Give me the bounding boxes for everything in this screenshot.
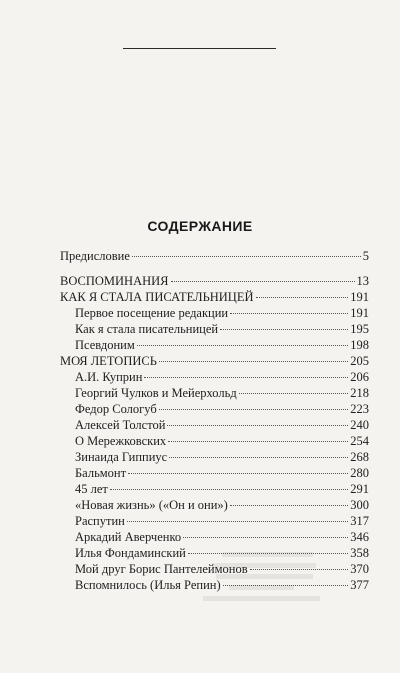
toc-entry-label: Вспомнилось (Илья Репин) <box>75 578 221 592</box>
toc-entry-label: «Новая жизнь» («Он и они») <box>75 498 228 512</box>
toc-entry-page: 205 <box>350 354 369 368</box>
dot-leader <box>128 473 348 474</box>
toc-entry-page: 5 <box>362 249 369 263</box>
dot-leader <box>167 425 348 426</box>
toc-entry <box>60 449 369 465</box>
toc-entry-label: Как я стала писательницей <box>75 322 219 336</box>
show-through-text <box>196 552 326 622</box>
toc-entry-page: 240 <box>350 418 369 432</box>
toc-entry <box>60 369 369 385</box>
toc-entry <box>60 248 369 264</box>
toc-entry <box>60 273 369 289</box>
toc-entry-label: Георгий Чулков и Мейерхольд <box>75 386 237 400</box>
toc-entry-page: 191 <box>350 306 369 320</box>
dot-leader <box>159 409 349 410</box>
toc-entry <box>60 289 369 305</box>
dot-leader <box>230 313 348 314</box>
toc-entry-label: Первое посещение редакции <box>75 306 229 320</box>
toc-entry-label: МОЯ ЛЕТОПИСЬ <box>60 354 157 368</box>
toc-entry-page: 268 <box>350 450 369 464</box>
toc-entry <box>60 337 369 353</box>
toc-entry <box>60 465 369 481</box>
top-rule <box>123 48 276 49</box>
toc-entry <box>60 353 369 369</box>
toc-entry-page: 206 <box>350 370 369 384</box>
toc-entry-page: 358 <box>350 546 369 560</box>
dot-leader <box>169 457 348 458</box>
toc-entry-page: 377 <box>350 578 369 592</box>
toc-entry-page: 370 <box>350 562 369 576</box>
dot-leader <box>137 345 348 346</box>
dot-leader <box>110 489 348 490</box>
toc-entry-page: 291 <box>350 482 369 496</box>
toc-entry <box>60 401 369 417</box>
toc-entry <box>60 417 369 433</box>
toc-entry-label: Мой друг Борис Пантелеймонов <box>75 562 248 576</box>
dot-leader <box>168 441 348 442</box>
dot-leader <box>256 297 349 298</box>
dot-leader <box>127 521 348 522</box>
toc-entry-page: 280 <box>350 466 369 480</box>
toc-entry-page: 223 <box>350 402 369 416</box>
toc-entry <box>60 497 369 513</box>
toc-entry-label: Бальмонт <box>75 466 127 480</box>
dot-leader <box>220 329 348 330</box>
toc-entry-page: 346 <box>350 530 369 544</box>
toc-entry-page: 218 <box>350 386 369 400</box>
toc-entry <box>60 305 369 321</box>
toc-entry-page: 254 <box>350 434 369 448</box>
page-title: СОДЕРЖАНИЕ <box>147 218 253 234</box>
toc-entry-label: Федор Сологуб <box>75 402 157 416</box>
toc-entry-label: КАК Я СТАЛА ПИСАТЕЛЬНИЦЕЙ <box>60 290 254 304</box>
toc-entry-label: Аркадий Аверченко <box>75 530 182 544</box>
dot-leader <box>230 505 348 506</box>
toc-entry <box>60 433 369 449</box>
toc-entry-page: 317 <box>350 514 369 528</box>
table-of-contents <box>60 248 369 593</box>
toc-entry-label: Распутин <box>75 514 125 528</box>
toc-entry <box>60 385 369 401</box>
toc-entry-page: 300 <box>350 498 369 512</box>
toc-entry-label: А.И. Куприн <box>75 370 143 384</box>
toc-entry-label: 45 лет <box>75 482 108 496</box>
toc-entry-label: ВОСПОМИНАНИЯ <box>60 274 169 288</box>
toc-entry-page: 191 <box>350 290 369 304</box>
dot-leader <box>183 537 348 538</box>
dot-leader <box>144 377 348 378</box>
toc-entry-label: Зинаида Гиппиус <box>75 450 168 464</box>
toc-entry-page: 195 <box>350 322 369 336</box>
toc-entry-label: Алексей Толстой <box>75 418 166 432</box>
toc-entry-page: 198 <box>350 338 369 352</box>
dot-leader <box>239 393 349 394</box>
toc-entry-label: Илья Фондаминский <box>75 546 186 560</box>
toc-entry <box>60 529 369 545</box>
toc-entry-label: Псевдоним <box>75 338 135 352</box>
toc-entry <box>60 481 369 497</box>
toc-entry <box>60 513 369 529</box>
toc-entry-label: Предисловие <box>60 249 130 263</box>
dot-leader <box>132 256 361 257</box>
toc-entry-page: 13 <box>356 274 369 288</box>
dot-leader <box>171 281 355 282</box>
dot-leader <box>159 361 348 362</box>
toc-entry-label: О Мережковских <box>75 434 167 448</box>
toc-entry <box>60 321 369 337</box>
